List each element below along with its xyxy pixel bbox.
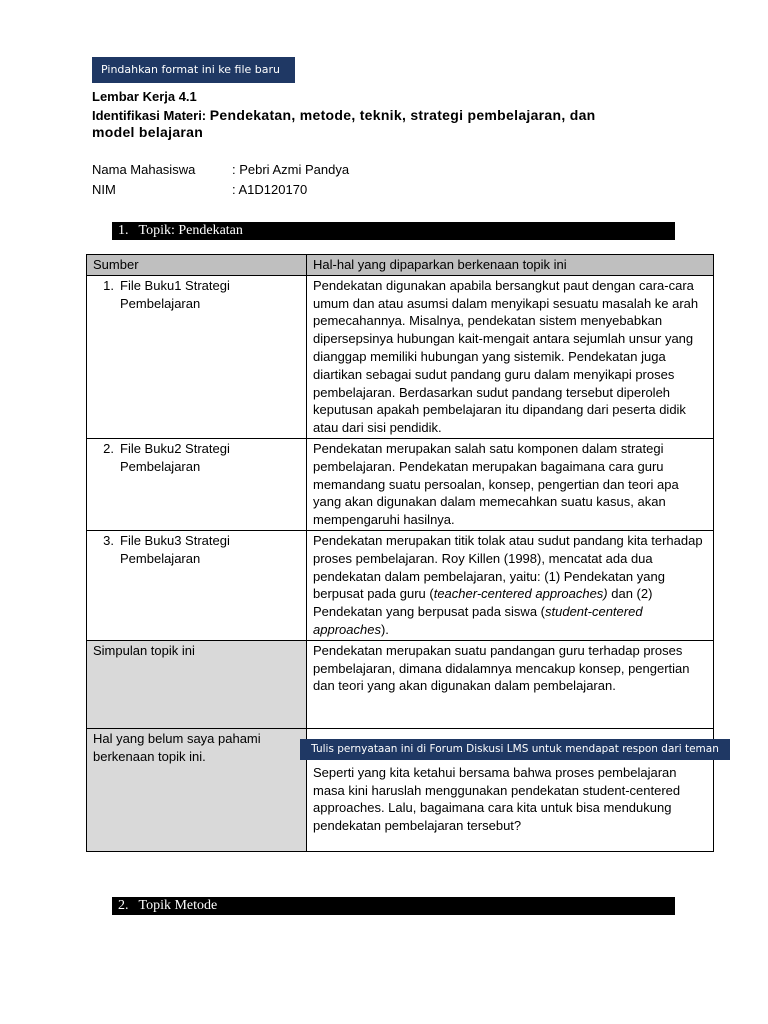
content-cell: Pendekatan digunakan apabila bersangkut paut dengan cara-cara umum dan atau asumsi dalam menyikapi sesuatu masalah ke arah pemecahannya. Misalnya, pendekatan sistem menyebabkan dipersepsinya hubungan kait-mengait antara sejumlah unsur yang dianggap memiliki hubungan yang sistemik. Pendekatan juga diartikan sebagai sudut pandang guru dalam menyikapi proses pembelajaran. Berdasarkan sudut pandang tersebut diperoleh keputusan apakah pembelajaran itu dipandang dari peserta didik atau dari sisi pendidik.	[307, 275, 714, 438]
content-italic: teacher-centered approaches)	[433, 586, 608, 602]
unclear-text[interactable]: Seperti yang kita ketahui bersama bahwa proses pembelajaran masa kini haruslah menggunakan pendekatan student-centered approaches. Lalu, bagaimana cara kita untuk bisa mendukung pendekatan pembelajaran tersebut?	[307, 728, 714, 851]
source-label: File Buku3 Strategi Pembelajaran	[120, 532, 230, 566]
student-nim-label: NIM	[92, 182, 116, 197]
table-row	[87, 438, 714, 530]
source-label: File Buku2 Strategi Pembelajaran	[120, 440, 230, 474]
table-row	[87, 275, 714, 438]
student-nim-row	[92, 182, 307, 197]
topic2-number: 2.	[118, 898, 129, 913]
table-row	[87, 530, 714, 640]
source-number: 3.	[103, 532, 114, 548]
content-text: dan (2) Pendekatan yang berpusat pada siswa (	[313, 586, 653, 620]
student-name-value: : Pebri Azmi Pandya	[232, 162, 350, 177]
source-number: 1.	[103, 277, 114, 293]
worksheet-title: Lembar Kerja 4.1	[92, 89, 197, 104]
ident-subject-line2: model belajaran	[92, 124, 204, 140]
topic1-title: Topik: Pendekatan	[138, 223, 243, 238]
material-identification	[92, 107, 652, 140]
topic1-heading	[112, 222, 675, 240]
topic-table	[86, 254, 714, 852]
content-text: Pendekatan merupakan titik tolak atau sudut pandang kita terhadap proses pembelajaran. Roy Killen (1998), mencatat ada dua pendekatan dalam pembelajaran, yaitu: (1) Pendekatan yang berpusat pada guru (	[313, 532, 703, 602]
forum-note: Tulis pernyataan ini di Forum Diskusi LMS untuk mendapat respon dari teman	[300, 739, 730, 760]
student-name-row	[92, 162, 349, 177]
content-cell	[307, 530, 714, 640]
source-label: File Buku1 Strategi Pembelajaran	[120, 277, 230, 311]
topic2-heading	[112, 897, 675, 915]
content-text: ).	[380, 621, 389, 637]
content-cell: Pendekatan merupakan salah satu komponen dalam strategi pembelajaran. Pendekatan merupakan bagaimana cara guru memandang suatu persoalan, konsep, pengertian dan teori apa yang akan digunakan dalam memecahkan suatu kasus, akan mempengaruhi hasilnya.	[307, 438, 714, 530]
unclear-label: Hal yang belum saya pahami berkenaan topik ini.	[87, 728, 307, 851]
header-content: Hal-hal yang dipaparkan berkenaan topik ini	[307, 255, 714, 276]
move-format-button[interactable]: Pindahkan format ini ke file baru	[92, 57, 295, 83]
source-cell	[87, 530, 307, 640]
topic2-title: Topik Metode	[138, 898, 218, 913]
summary-label: Simpulan topik ini	[87, 640, 307, 728]
table-header-row	[87, 255, 714, 276]
ident-subject-line1: Pendekatan, metode, teknik, strategi pembelajaran, dan	[209, 107, 596, 123]
source-cell	[87, 275, 307, 438]
summary-text[interactable]: Pendekatan merupakan suatu pandangan guru terhadap proses pembelajaran, dimana didalamnya mencakup konsep, pengertian dan teori yang akan digunakan dalam pembelajaran.	[307, 640, 714, 728]
content-italic: student-centered approaches	[313, 604, 643, 637]
source-number: 2.	[103, 440, 114, 456]
header-source: Sumber	[87, 255, 307, 276]
source-cell	[87, 438, 307, 530]
student-nim-value: : A1D120170	[232, 182, 308, 197]
student-name-label: Nama Mahasiswa	[92, 162, 196, 177]
ident-label: Identifikasi Materi:	[92, 108, 207, 123]
summary-row	[87, 640, 714, 728]
topic1-number: 1.	[118, 223, 129, 238]
